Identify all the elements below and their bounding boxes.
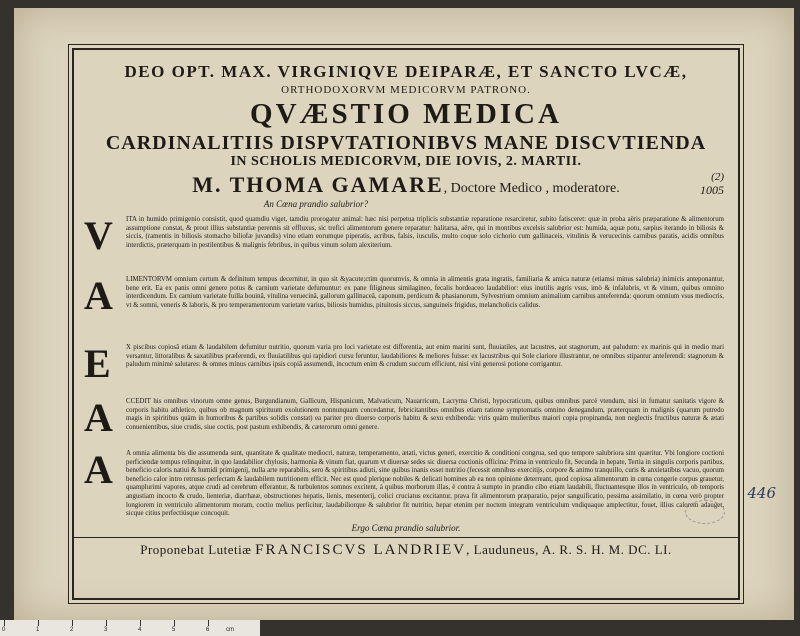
ruler-label: 5 (172, 627, 176, 633)
footer-proponebat: Proponebat Lutetiæ (140, 542, 252, 557)
moderator-name: M. THOMA GAMARE (192, 172, 444, 197)
drop-initial: A (84, 273, 113, 318)
ruler-tick (140, 620, 141, 626)
disputatio-line: CARDINALITIIS DISPVTATIONIBVS MANE DISCVTIENDA (105, 132, 707, 154)
paragraph-2 (82, 274, 722, 336)
ruler-label: 0 (2, 627, 6, 633)
ruler-tick (106, 620, 107, 626)
page-border-frame (72, 48, 740, 600)
ruler-label: 6 (206, 627, 210, 633)
paragraph-1 (82, 214, 722, 272)
library-stamp (685, 500, 725, 524)
paragraph-5 (82, 448, 722, 520)
drop-initial: A (84, 395, 113, 440)
ruler-label: 1 (36, 627, 40, 633)
ruler-label: 3 (104, 627, 108, 633)
patrono-line: ORTHODOXORVM MEDICORVM PATRONO. (281, 84, 531, 96)
divider-rule (74, 537, 738, 538)
marginal-number: 1005 (700, 183, 724, 197)
marginal-note: (2) (711, 171, 724, 183)
document-page (14, 8, 794, 620)
footer-rest: , Lauduneus, A. R. S. H. M. DC. LI. (466, 542, 672, 557)
ruler-tick (4, 620, 5, 626)
footer-author: FRANCISCVS LANDRIEV (255, 542, 467, 558)
conclusion-line: Ergo Cœna prandio salubrior. (351, 523, 461, 533)
moderator-role: , Doctore Medico , moderatore. (443, 181, 620, 196)
ruler-tick (174, 620, 175, 626)
paragraph-3 (82, 342, 722, 390)
handwritten-page-number: 446 (747, 484, 776, 502)
paragraph-text: LIMENTORVM omnium certum & definitum tempus decernitur, in quo sit &yacute;ctim quorumvis, & omnia in alimentis grata ingratis, familiaria & amica naturæ (etiamsi minus salubria) inimicis anteponantur, bene erit. Ea ex panis omni genere potus & carnium varietate defumuntur: ex pane filigineus similagineo, fecalis hordeaceo laudabilior: eius inutilis ægris vsus, imò & infalubris, vt & vinum, quibus omnino interdicendum. Ex carnium varietate fuilla bouinâ, vitulina veruecinâ, gallorum gallinaceâ, caponum, perdicum & phasianorum, Sylvestrium omnium animalium carnibus anteferenda: quorum omnium vsus mediocris, vt & somni, veneris & laboris, & pro temperamentorum varietate varius, biliosis humidus, pituitosis siccus, sanguineis frigidus, melancholicis calidus. (126, 276, 724, 309)
thesis-content (74, 50, 738, 598)
drop-initial: V (84, 213, 113, 258)
paragraph-4 (82, 396, 722, 444)
drop-initial: A (84, 447, 113, 492)
question-line: An Cœna prandio salubrior? (263, 199, 369, 209)
ruler-label: 4 (138, 627, 142, 633)
ruler-label: 2 (70, 627, 74, 633)
ruler-unit-label: cm (226, 627, 234, 633)
paragraph-text: CCEDIT his omnibus vinorum omne genus, Burgundianum, Gallicum, Hispanicum, Malvaticum, Nauarricum, Lacryma Christi, hypocraticum, quibus omnibus parcè vtendum, nisi in fumatur sanitatis vigore & corporis habitu athletico, quibus ob magnum spirituum exolutionem nonnunquam concedantur, febricitantibus omnibus etiam ratione symptomatis omnino denegandum, præterquam in malignis (quarum putredo magis in spiritibus quàm in humoribus & partibus solidis constat) ea pariter pro diuerso corporis habitu & sexu exhibenda: viris quàm mulieribus maiori copia propinanda, non neglectis fructibus naturæ & ætati conuenientibus, siue crudis, siue coctis, post pastum exhibendis, & cæterorum omni genere. (126, 398, 724, 431)
paragraph-text: X piscibus copiosâ etiam & laudabilem defumitur nutritio, quorum varia pro loci varietate est differentia, aut enim marini sunt, fluuiatiles, aut lacustres, aut stagnorum, aut paludum: ex marinis qui in medio mari versantur, littoralibus & saxatilibus præferendi, ex fluuiatilibus qui rapidiori cursu feruntur, laudabiliores & meliores fuisse: ex lacustribus qui Sole clariore illustrantur, ne omnibus stipantur anteferendi: stagnorum & paludum minimè salutares: & omnes minus carnibus ipsis copiâ assumendi, incoctum enim & crudum succum efficiunt, nisi vini generosi potione corrigantur. (126, 344, 724, 369)
paragraph-text: ITA in humido primigenio consistit, quod quamdiu viget, tamdiu prorogatur animal: hæc nisi perpetua triplicis substantiæ reparatione resarciretur, subito fatisceret: quæ in proba aëris præparatione & alimentorum assumptione constat, & prout illius substantiæ perennis sit effluxus, sic trefici alimentorum genere reparatur: halitarsa, aëre, qui in montibus excelsis salubrior est: humida, aquæ potu, sæpius iterando in biliosis & siccis, (ramentis in biliosis stomacho biliofæ juvandis) vino etiam eorumque piperatis, acribus, falsis, iusculis, multo coque solo cichorio cum gallinaceis, vitulinis & verucecinis carnibus paratis, acidis omnibus interdictis, præterquam in pestilentibus & malignis febribus, in quibus vinum solum alexiterium. (126, 216, 724, 249)
scale-ruler (0, 620, 260, 636)
schola-line: IN SCHOLIS MEDICORVM, DIE IOVIS, 2. MARTII. (230, 154, 582, 169)
ruler-tick (38, 620, 39, 626)
ruler-tick (208, 620, 209, 626)
page-title: QVÆSTIO MEDICA (250, 98, 562, 130)
paragraph-text: A omnia alimenta bis die assumenda sunt, quantitate & qualitate mediocri, naturæ, temperamento, ætati, victus generi, exercitio & conditioni congrua, sed quo tempore salubriora sint quæritur. Vbi longiore coctioni perficiendæ tempus relinquitur, in quo laudabilior chylosis, harmonia & vinum fiat, quarum vt diuersæ sedes sic diuersa coctionis officina: Prima in ventriculo fit, Secunda in hepate, Tertia in singulis corporis partibus, beneficio caloris natiui & humidi primigenij, nulla arte reparabilis, sero & spiritibus adiuti, sine quibus inanis esset nutritio (fecessit omnibus exercitijs, corpore & animo tranquillo, curis & anxietatibus vacuo, quorum beneficio calor intro retrusus perfectam & laudabilem nutritionem efficit. Nec est quod plerique nobiles & delicati homines ab ea non opinione deterreant, quod copiosa alimentorum in cœna congerie corpus grauetur, quamplurimi vapores, atque crudi ad cerebrum efferantur, & turbulentos somnos excitent, à quibus morborum illas, è contra à sumpto in prandio cibo etiam laudabili, fluctuantesque illos in ventriculo, ob temporis angustiam incocto & crudo, lienteriæ, diarrhææ, obstructiones hepatis, lienis, mesenterij, colici cruciatus excitantur, prava fit alimentorum præparatio, pejor sanguificatio, pessima assimilatio, in cœna verò propter longiorem in ventriculo alimentorum moram, coctio melius perficitur, laudabiliorque & salubrior fit nutritio, hepar etenim per noctem integram ventriculum vndiquaque amplectitur, fouet, illius calorem adauget, sicque citius perfectiúsque concoquit. (126, 450, 724, 518)
dedication-line: DEO OPT. MAX. VIRGINIQVE DEIPARÆ, ET SANCTO LVCÆ, (124, 62, 688, 81)
footer-line (74, 542, 738, 559)
moderator-line (74, 172, 738, 198)
ruler-tick (72, 620, 73, 626)
drop-initial: E (84, 341, 111, 386)
